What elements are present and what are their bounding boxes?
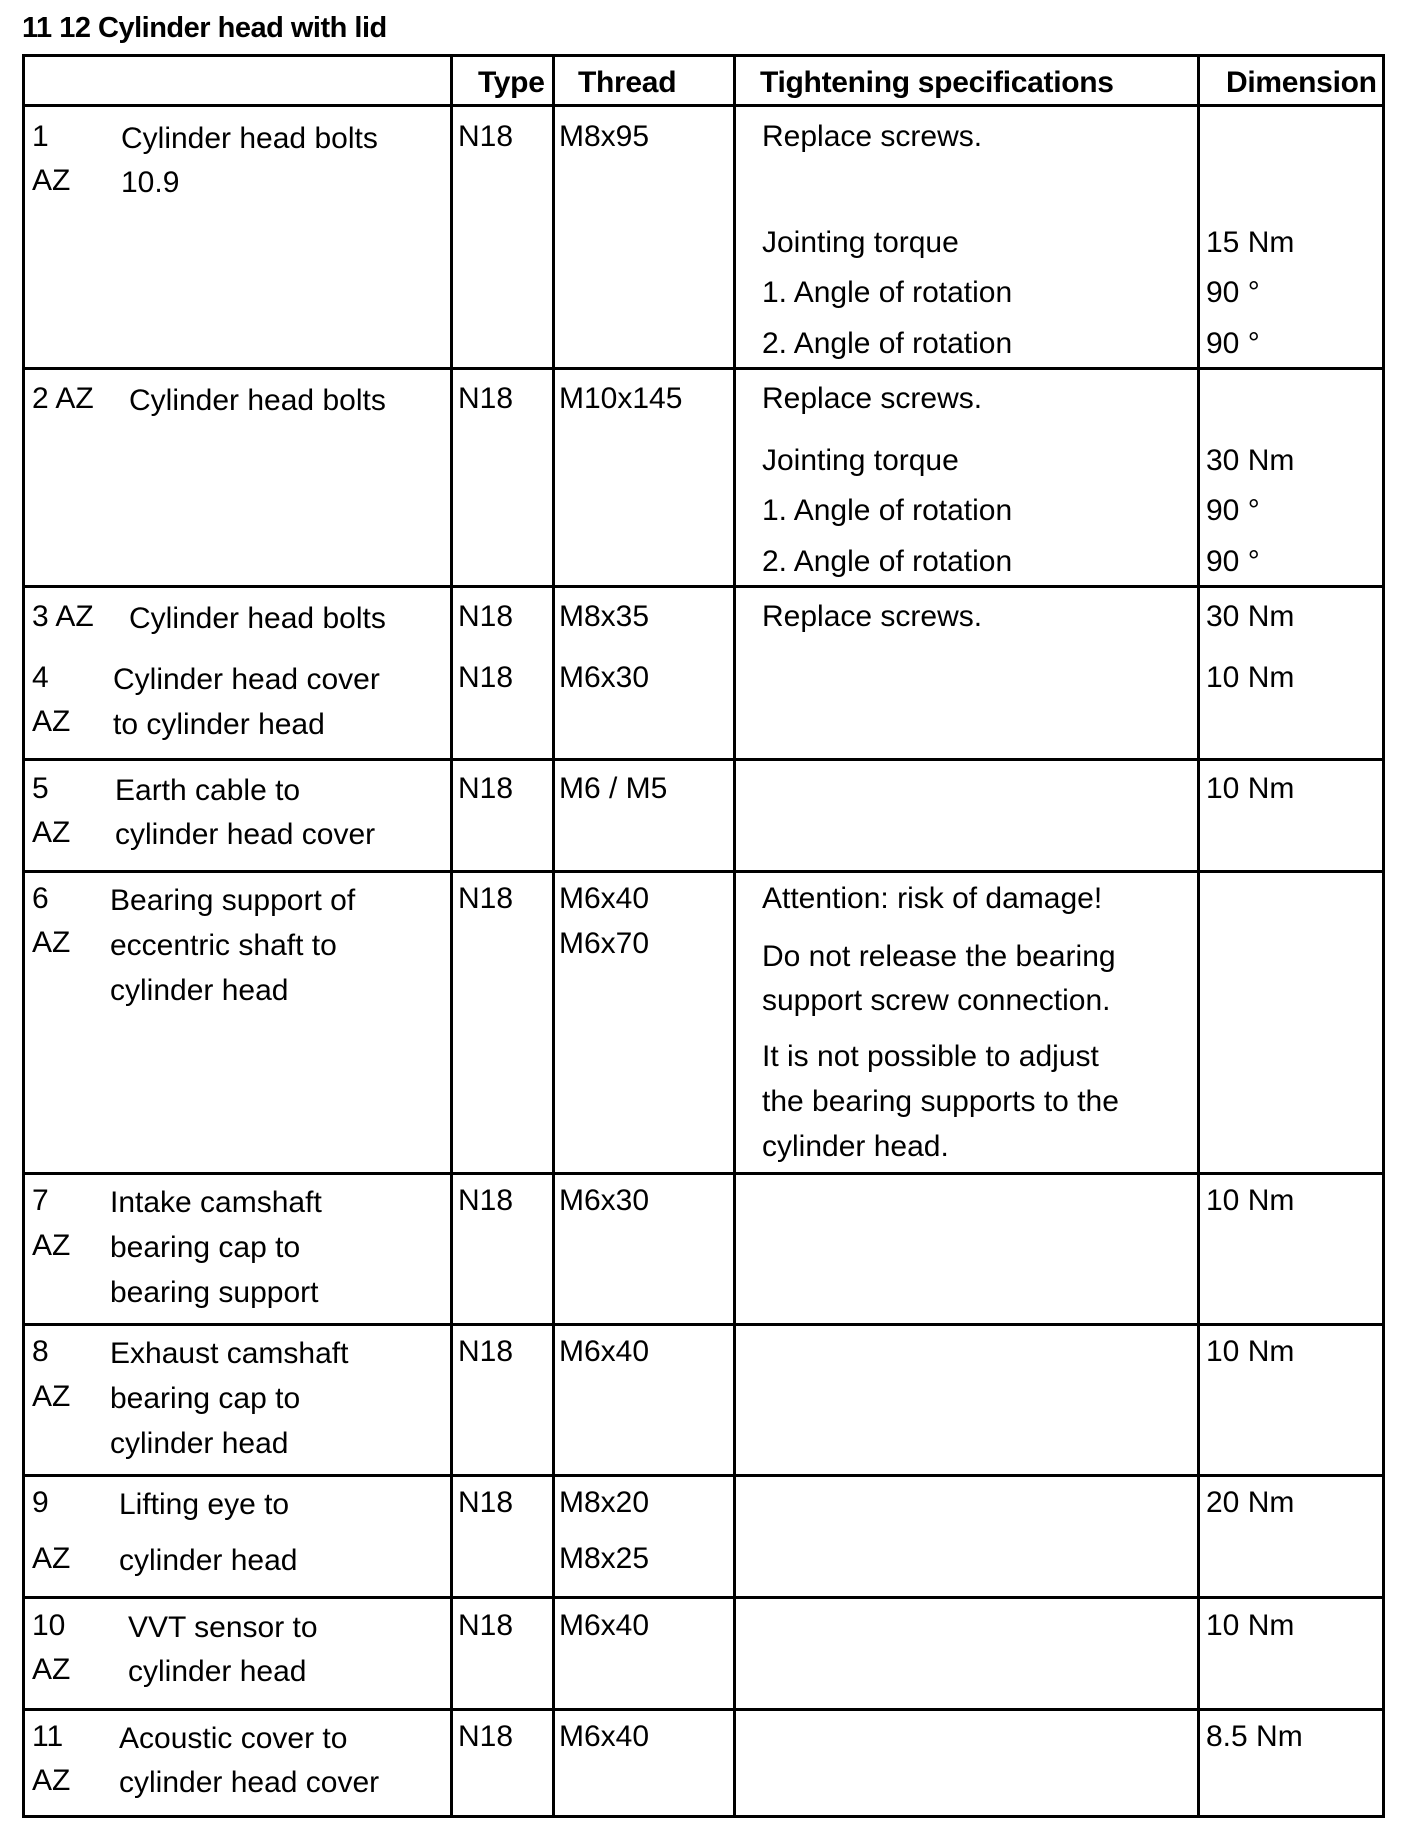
thread-cell: M8x95: [559, 120, 650, 153]
row-number: 8: [32, 1335, 49, 1368]
dimension-cell: 10 Nm: [1206, 1184, 1295, 1217]
dimension-cell: 10 Nm: [1206, 772, 1295, 805]
part-description: Cylinder head bolts: [129, 602, 386, 635]
dimension-cell: 90 °: [1206, 327, 1260, 360]
thread-cell: M6x70: [559, 927, 650, 960]
part-description: cylinder head cover: [115, 818, 376, 851]
part-description: Cylinder head bolts: [121, 122, 378, 155]
row-number: 11: [32, 1720, 64, 1753]
part-description: bearing cap to: [110, 1231, 301, 1264]
row-az: AZ: [32, 1653, 71, 1686]
part-description: Bearing support of: [110, 884, 356, 917]
type-cell: N18: [458, 382, 514, 415]
spec-line: Do not release the bearing: [762, 940, 1116, 973]
row-number: 10: [32, 1609, 66, 1642]
part-description: eccentric shaft to: [110, 929, 337, 962]
row-divider: [22, 367, 1385, 370]
row-az: AZ: [32, 705, 71, 738]
row-divider: [22, 1708, 1385, 1711]
header-dimension: Dimension: [1226, 66, 1377, 99]
row-number: 6: [32, 882, 49, 915]
spec-line: Jointing torque: [762, 444, 959, 477]
spec-line: 1. Angle of rotation: [762, 276, 1013, 309]
thread-cell: M8x25: [559, 1542, 650, 1575]
spec-line: It is not possible to adjust: [762, 1040, 1099, 1073]
row-divider: [22, 1172, 1385, 1175]
type-cell: N18: [458, 661, 514, 694]
part-description: bearing support: [110, 1276, 319, 1309]
part-description: Intake camshaft: [110, 1186, 322, 1219]
thread-cell: M6x40: [559, 1720, 650, 1753]
part-description: Cylinder head cover: [113, 663, 380, 696]
row-az: AZ: [32, 816, 71, 849]
dimension-cell: 8.5 Nm: [1206, 1720, 1303, 1753]
part-description: VVT sensor to: [128, 1611, 318, 1644]
row-divider: [22, 870, 1385, 873]
part-description: cylinder head: [110, 974, 289, 1007]
part-description: Cylinder head bolts: [129, 384, 386, 417]
col-divider: [1197, 54, 1200, 1818]
row-number: 5: [32, 772, 49, 805]
row-az: AZ: [32, 1229, 71, 1262]
part-description: Acoustic cover to: [119, 1722, 348, 1755]
row-number: 3 AZ: [32, 600, 94, 633]
thread-cell: M6x30: [559, 661, 650, 694]
part-description: to cylinder head: [113, 708, 325, 741]
row-number: 9: [32, 1486, 49, 1519]
thread-cell: M6x30: [559, 1184, 650, 1217]
type-cell: N18: [458, 1486, 514, 1519]
dimension-cell: 30 Nm: [1206, 444, 1295, 477]
row-divider: [22, 104, 1385, 107]
dimension-cell: 10 Nm: [1206, 1609, 1295, 1642]
row-az: AZ: [32, 926, 71, 959]
dimension-cell: 90 °: [1206, 276, 1260, 309]
page-title: 11 12 Cylinder head with lid: [22, 12, 387, 44]
thread-cell: M8x35: [559, 600, 650, 633]
col-divider: [552, 54, 555, 1818]
dimension-cell: 10 Nm: [1206, 661, 1295, 694]
part-description: 10.9: [121, 166, 180, 199]
part-description: cylinder head: [119, 1544, 298, 1577]
row-divider: [22, 585, 1385, 588]
row-az: AZ: [32, 1542, 71, 1575]
header-tightening: Tightening specifications: [760, 66, 1114, 99]
dimension-cell: 90 °: [1206, 545, 1260, 578]
spec-line: 2. Angle of rotation: [762, 327, 1013, 360]
type-cell: N18: [458, 600, 514, 633]
type-cell: N18: [458, 120, 514, 153]
row-number: 7: [32, 1184, 49, 1217]
row-divider: [22, 1323, 1385, 1326]
spec-line: 1. Angle of rotation: [762, 494, 1013, 527]
row-number: 4: [32, 661, 49, 694]
header-type: Type: [478, 66, 545, 99]
spec-line: cylinder head.: [762, 1130, 949, 1163]
spec-line: support screw connection.: [762, 984, 1111, 1017]
spec-line: Replace screws.: [762, 600, 983, 633]
type-cell: N18: [458, 1720, 514, 1753]
thread-cell: M8x20: [559, 1486, 650, 1519]
part-description: Exhaust camshaft: [110, 1337, 349, 1370]
spec-line: Replace screws.: [762, 120, 983, 153]
dimension-cell: 10 Nm: [1206, 1335, 1295, 1368]
row-number: 1: [32, 120, 49, 153]
spec-line: Attention: risk of damage!: [762, 882, 1103, 915]
part-description: cylinder head: [128, 1655, 307, 1688]
part-description: Earth cable to: [115, 774, 301, 807]
dimension-cell: 30 Nm: [1206, 600, 1295, 633]
part-description: cylinder head cover: [119, 1766, 380, 1799]
thread-cell: M6x40: [559, 1335, 650, 1368]
thread-cell: M6 / M5: [559, 772, 668, 805]
col-divider: [450, 54, 453, 1818]
thread-cell: M10x145: [559, 382, 683, 415]
header-thread: Thread: [578, 66, 677, 99]
type-cell: N18: [458, 1184, 514, 1217]
dimension-cell: 90 °: [1206, 494, 1260, 527]
thread-cell: M6x40: [559, 1609, 650, 1642]
spec-line: Replace screws.: [762, 382, 983, 415]
spec-line: 2. Angle of rotation: [762, 545, 1013, 578]
row-az: AZ: [32, 1764, 71, 1797]
row-az: AZ: [32, 164, 71, 197]
row-az: AZ: [32, 1380, 71, 1413]
row-divider: [22, 1474, 1385, 1477]
spec-line: Jointing torque: [762, 226, 959, 259]
row-number: 2 AZ: [32, 382, 94, 415]
type-cell: N18: [458, 1335, 514, 1368]
thread-cell: M6x40: [559, 882, 650, 915]
spec-line: the bearing supports to the: [762, 1085, 1119, 1118]
part-description: cylinder head: [110, 1427, 289, 1460]
row-divider: [22, 758, 1385, 761]
dimension-cell: 20 Nm: [1206, 1486, 1295, 1519]
type-cell: N18: [458, 882, 514, 915]
dimension-cell: 15 Nm: [1206, 226, 1295, 259]
row-divider: [22, 1596, 1385, 1599]
part-description: bearing cap to: [110, 1382, 301, 1415]
part-description: Lifting eye to: [119, 1488, 290, 1521]
type-cell: N18: [458, 1609, 514, 1642]
col-divider: [733, 54, 736, 1818]
type-cell: N18: [458, 772, 514, 805]
